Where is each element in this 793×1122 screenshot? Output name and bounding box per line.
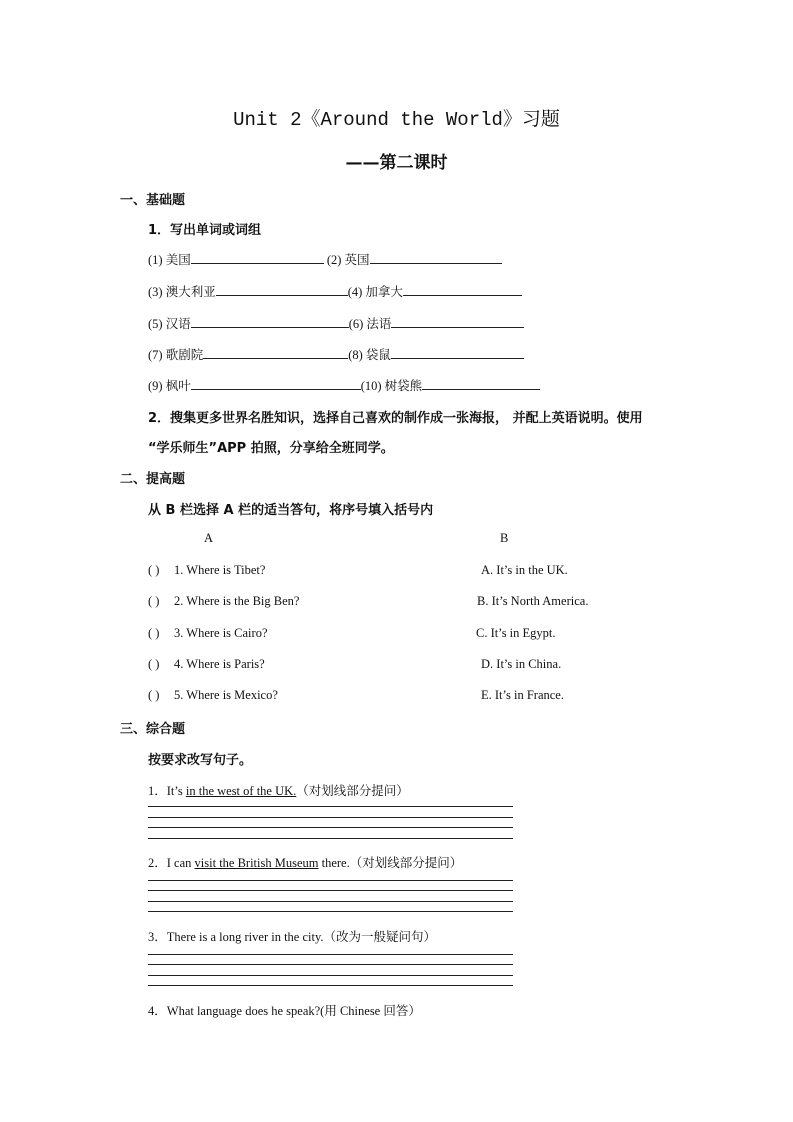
- item-number: 2．: [148, 856, 167, 870]
- word-prompt: 汉语: [165, 317, 191, 331]
- word-prompt: 加拿大: [365, 285, 403, 299]
- match-answer: C. It’s in Egypt.: [476, 626, 556, 640]
- item-text: there.: [318, 856, 350, 870]
- word-prompt: 树袋熊: [384, 379, 423, 393]
- match-bracket[interactable]: ( ): [148, 626, 160, 640]
- match-bracket[interactable]: ( ): [148, 563, 160, 577]
- rewrite-item-2: [148, 853, 462, 871]
- word-num: (3): [148, 285, 163, 299]
- item-text: I can: [166, 856, 195, 870]
- q1-title: 1．写出单词或词组: [148, 223, 262, 238]
- item-instruction: (用 Chinese 回答）: [320, 1004, 421, 1018]
- answer-line[interactable]: [148, 806, 513, 807]
- answer-line[interactable]: [148, 838, 513, 839]
- match-bracket[interactable]: ( ): [148, 594, 160, 608]
- word-prompt: 法语: [366, 317, 392, 331]
- match-bracket[interactable]: ( ): [148, 657, 160, 671]
- title-suffix: 习题: [521, 108, 560, 130]
- match-answer: E. It’s in France.: [481, 688, 564, 702]
- answer-blank[interactable]: [422, 377, 540, 390]
- underlined-text: visit the British Museum: [194, 856, 319, 870]
- page-title: [0, 104, 793, 131]
- underlined-text: in the west of the UK.: [185, 784, 297, 798]
- q2-line1: 2．搜集更多世界名胜知识，选择自己喜欢的制作成一张海报， 并配上英语说明。使用: [148, 411, 643, 426]
- section1-heading: 一、基础题: [120, 193, 186, 208]
- title-main: Unit 2《Around the World》: [233, 109, 522, 131]
- answer-line[interactable]: [148, 817, 513, 818]
- answer-blank[interactable]: [203, 346, 348, 359]
- answer-blank[interactable]: [403, 283, 522, 296]
- answer-line[interactable]: [148, 890, 513, 891]
- item-number: 4．: [148, 1004, 167, 1018]
- word-num: (8): [348, 348, 363, 362]
- answer-blank[interactable]: [216, 283, 348, 296]
- word-row-4: [148, 345, 524, 363]
- section3-instruction: 按要求改写句子。: [148, 753, 253, 768]
- match-answer: B. It’s North America.: [477, 594, 589, 608]
- word-row-1: [148, 250, 502, 268]
- item-text: It’s: [166, 784, 186, 798]
- word-num: (1): [148, 253, 163, 267]
- answer-blank[interactable]: [191, 377, 361, 390]
- answer-line[interactable]: [148, 911, 513, 912]
- word-prompt: 英国: [344, 253, 370, 267]
- word-num: (4): [347, 285, 363, 299]
- word-prompt: 美国: [165, 253, 191, 267]
- section2-instruction: 从 B 栏选择 A 栏的适当答句，将序号填入括号内: [148, 503, 434, 518]
- page-subtitle: ——第二课时: [345, 153, 448, 173]
- item-instruction: （改为一般疑问句）: [323, 930, 437, 944]
- match-answer: D. It’s in China.: [481, 657, 562, 671]
- answer-blank[interactable]: [391, 315, 524, 328]
- word-num: (5): [148, 317, 163, 331]
- answer-blank[interactable]: [191, 251, 324, 264]
- q2-line2: “学乐师生”APP 拍照，分享给全班同学。: [148, 441, 394, 456]
- match-bracket[interactable]: ( ): [148, 688, 160, 702]
- rewrite-item-3: [148, 927, 436, 945]
- answer-line[interactable]: [148, 964, 513, 965]
- item-text: What language does he speak?: [166, 1004, 321, 1018]
- answer-line[interactable]: [148, 975, 513, 976]
- section3-heading: 三、综合题: [120, 722, 186, 737]
- answer-blank[interactable]: [370, 251, 502, 264]
- answer-line[interactable]: [148, 880, 513, 881]
- rewrite-item-4: [148, 1001, 421, 1019]
- word-row-3: [148, 314, 524, 332]
- item-number: 1．: [148, 784, 167, 798]
- word-prompt: 澳大利亚: [165, 285, 216, 299]
- match-question: 3. Where is Cairo?: [174, 626, 268, 640]
- answer-line[interactable]: [148, 901, 513, 902]
- answer-blank[interactable]: [191, 315, 349, 328]
- column-b-label: B: [500, 531, 509, 545]
- word-num: (6): [348, 317, 364, 331]
- match-answer: A. It’s in the UK.: [481, 563, 568, 577]
- answer-line[interactable]: [148, 985, 513, 986]
- column-a-label: A: [204, 531, 214, 545]
- answer-line[interactable]: [148, 954, 513, 955]
- match-question: 5. Where is Mexico?: [174, 688, 278, 702]
- item-instruction: （对划线部分提问）: [349, 856, 463, 870]
- match-question: 1. Where is Tibet?: [174, 563, 266, 577]
- word-row-5: [148, 376, 540, 394]
- word-num: (10): [360, 379, 382, 393]
- word-num: (2): [326, 253, 342, 267]
- match-question: 4. Where is Paris?: [174, 657, 265, 671]
- word-row-2: [148, 282, 522, 300]
- answer-blank[interactable]: [391, 346, 524, 359]
- item-instruction: （对划线部分提问）: [296, 784, 409, 798]
- answer-line[interactable]: [148, 827, 513, 828]
- section2-heading: 二、提高题: [120, 472, 186, 487]
- item-number: 3．: [148, 930, 167, 944]
- word-prompt: 歌剧院: [165, 348, 204, 362]
- word-prompt: 袋鼠: [365, 348, 391, 362]
- match-question: 2. Where is the Big Ben?: [174, 594, 300, 608]
- item-text: There is a long river in the city.: [166, 930, 324, 944]
- word-num: (7): [148, 348, 163, 362]
- word-num: (9): [148, 379, 163, 393]
- word-prompt: 枫叶: [165, 379, 191, 393]
- rewrite-item-1: [148, 781, 409, 799]
